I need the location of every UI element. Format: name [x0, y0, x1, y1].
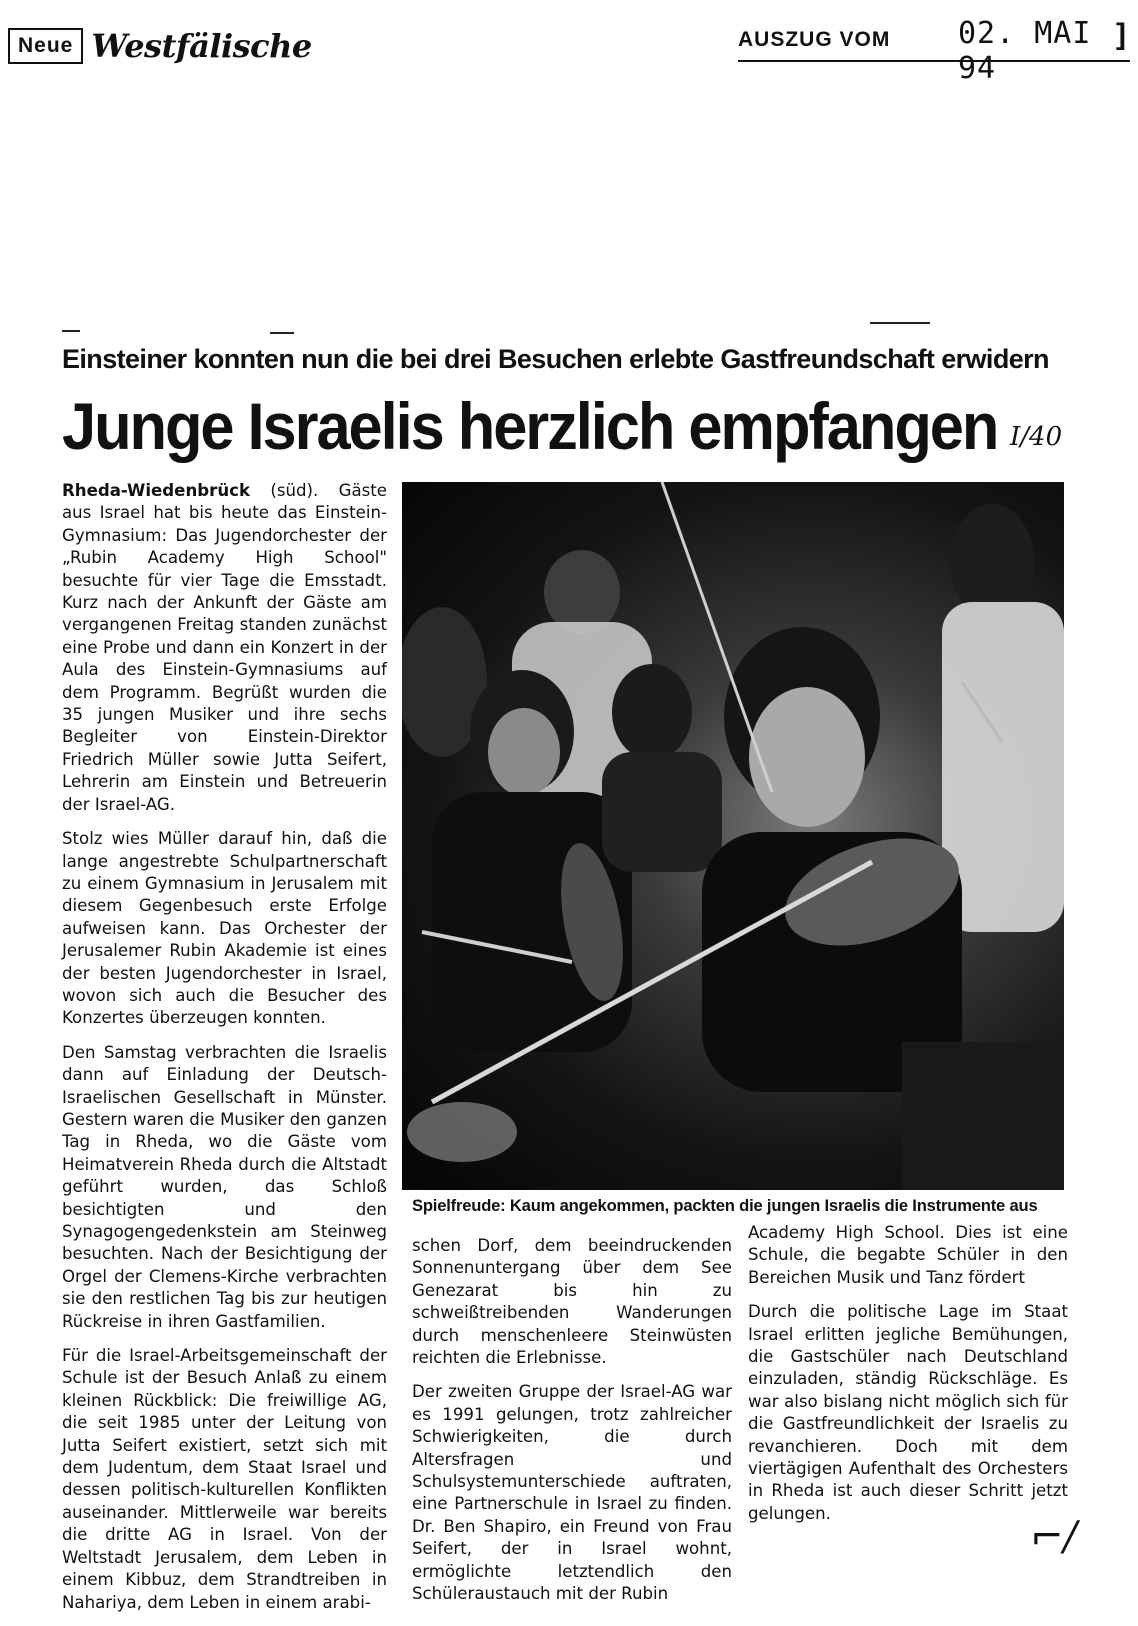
- paragraph-5: schen Dorf, dem beeindruckenden Sonnenuntergang über dem See Genezarat bis hin zu schweißtreibenden Wanderungen durch menschenleere Steinwüsten reichten die Erlebnisse.: [412, 1236, 732, 1368]
- paragraph-8: Durch die politische Lage im Staat Israel erlitten jegliche Bemühungen, die Gastschüler nach Deutschland einzuladen, ständig Rückschläge. Es war also bislang nicht möglich sich für die Gastfreundlichkeit der Israelis zu revanchieren. Doch mit dem viertägigen Aufenthalt des Orchesters in Rheda ist auch dieser Schritt jetzt gelungen.: [748, 1302, 1068, 1523]
- masthead-name: Westfälische: [91, 27, 312, 65]
- photo-violinist-face: [749, 687, 865, 827]
- clipping-stamp: [738, 14, 1130, 86]
- article-column-1: [62, 480, 387, 1626]
- paragraph-1: [62, 480, 387, 816]
- photo-figure-back-center: [544, 550, 620, 634]
- photo-foreground-hand: [407, 1102, 517, 1162]
- paragraph-6: Der zweiten Gruppe der Israel-AG war es 1991 gelungen, trotz zahlreicher Schwierigkeiten, die durch Altersfragen und Schulsystemunterschiede auftraten, eine Partnerschule in Israel zu finden. Dr. Ben Shapiro, ein Freund von Frau Seifert, der in Israel wohnt, ermöglichte letztendlich den Schüleraustauch mit der Rubin: [412, 1382, 732, 1604]
- dateline: Rheda-Wiedenbrück: [62, 481, 251, 500]
- paragraph-4: Für die Israel-Arbeitsgemeinschaft der Schule ist der Besuch Anlaß zu einem kleinen Rückblick: Die freiwillige AG, die seit 1985 unter der Leitung von Jutta Seifert existiert, setzt sich mit dem Judentum, dem Staat Israel und dessen politisch-kulturellen Konflikten auseinander. Mittlerweile war bereits die dritte AG in Israel. Von der Weltstadt Jerusalem, dem Leben in einem Kibbuz, dem Strandtreiben in Nahariya, dem Leben in einem arabi-: [62, 1346, 387, 1612]
- paragraph-1-text: (süd). Gäste aus Israel hat bis heute das Einstein-Gymnasium: Das Jugendorchester der „Rubin Academy High School" besuchte für vier Tage die Emsstadt. Kurz nach der Ankunft der Gäste am vergangenen Freitag standen zunächst eine Probe und dann ein Konzert in der Aula des Einstein-Gymnasiums auf dem Programm. Begrüßt wurden die 35 jungen Musiker und ihre sechs Begleiter von Einstein-Direktor Friedrich Müller sowie Jutta Seifert, Lehrerin am Einstein und Betreuerin der Israel-AG.: [62, 481, 387, 814]
- article-column-3: [748, 1222, 1068, 1537]
- clipping-stamp-date: 02. MAI 94: [958, 16, 1092, 86]
- rule-right: [870, 322, 930, 324]
- masthead-box-label: Neue: [8, 28, 83, 64]
- photo-illustration: [402, 482, 1064, 1190]
- paragraph-3: Den Samstag verbrachten die Israelis dann auf Einladung der Deutsch-Israelischen Gesellschaft in Münster. Gestern waren die Musiker den ganzen Tag in Rheda, wo die Gäste vom Heimatverein Rheda durch die Altstadt geführt wurden, das Schloß besichtigten und den Synagogengedenkstein am Steinweg besuchten. Nach der Besichtigung der Orgel der Clemens-Kirche verbrachten sie den restlichen Tag bis zur heutigen Rückreise in ihren Gastfamilien.: [62, 1042, 387, 1331]
- photo-boy-head: [612, 664, 692, 760]
- photo-caption: Spielfreude: Kaum angekommen, packten die jungen Israelis die Instrumente aus: [412, 1196, 1038, 1215]
- clipping-stamp-mark: ]: [1116, 18, 1126, 51]
- article-photo: [402, 482, 1064, 1190]
- clipping-stamp-label: AUSZUG VOM: [738, 28, 891, 51]
- rule-mid: [270, 332, 294, 334]
- photo-boy-body: [602, 752, 722, 872]
- article-headline: Junge Israelis herzlich empfangen: [62, 389, 998, 463]
- handwritten-signature: ⌐/: [1030, 1514, 1077, 1560]
- rule-left: [62, 330, 80, 332]
- paragraph-7: Academy High School. Dies ist eine Schule, die begabte Schüler in den Bereichen Musik und Tanz fördert: [748, 1223, 1068, 1287]
- paragraph-2: Stolz wies Müller darauf hin, daß die lange angestrebte Schulpartnerschaft zu einem Gymnasium in Jerusalem mit diesem Gegenbesuch erste Erfolge aufweisen kann. Das Orchester der Jerusalemer Rubin Akademie ist eines der besten Jugendorchester in Israel, wovon sich auch die Besucher des Konzertes überzeugen konnten.: [62, 829, 387, 1028]
- photo-girl-face: [488, 708, 560, 796]
- article-column-2: [412, 1235, 732, 1618]
- newspaper-masthead: [8, 28, 312, 64]
- photo-stand: [902, 1042, 1064, 1190]
- article-overline: Einsteiner konnten nun die bei drei Besuchen erlebte Gastfreundschaft erwidern: [62, 344, 1049, 374]
- handwritten-note: I/40: [1010, 422, 1063, 452]
